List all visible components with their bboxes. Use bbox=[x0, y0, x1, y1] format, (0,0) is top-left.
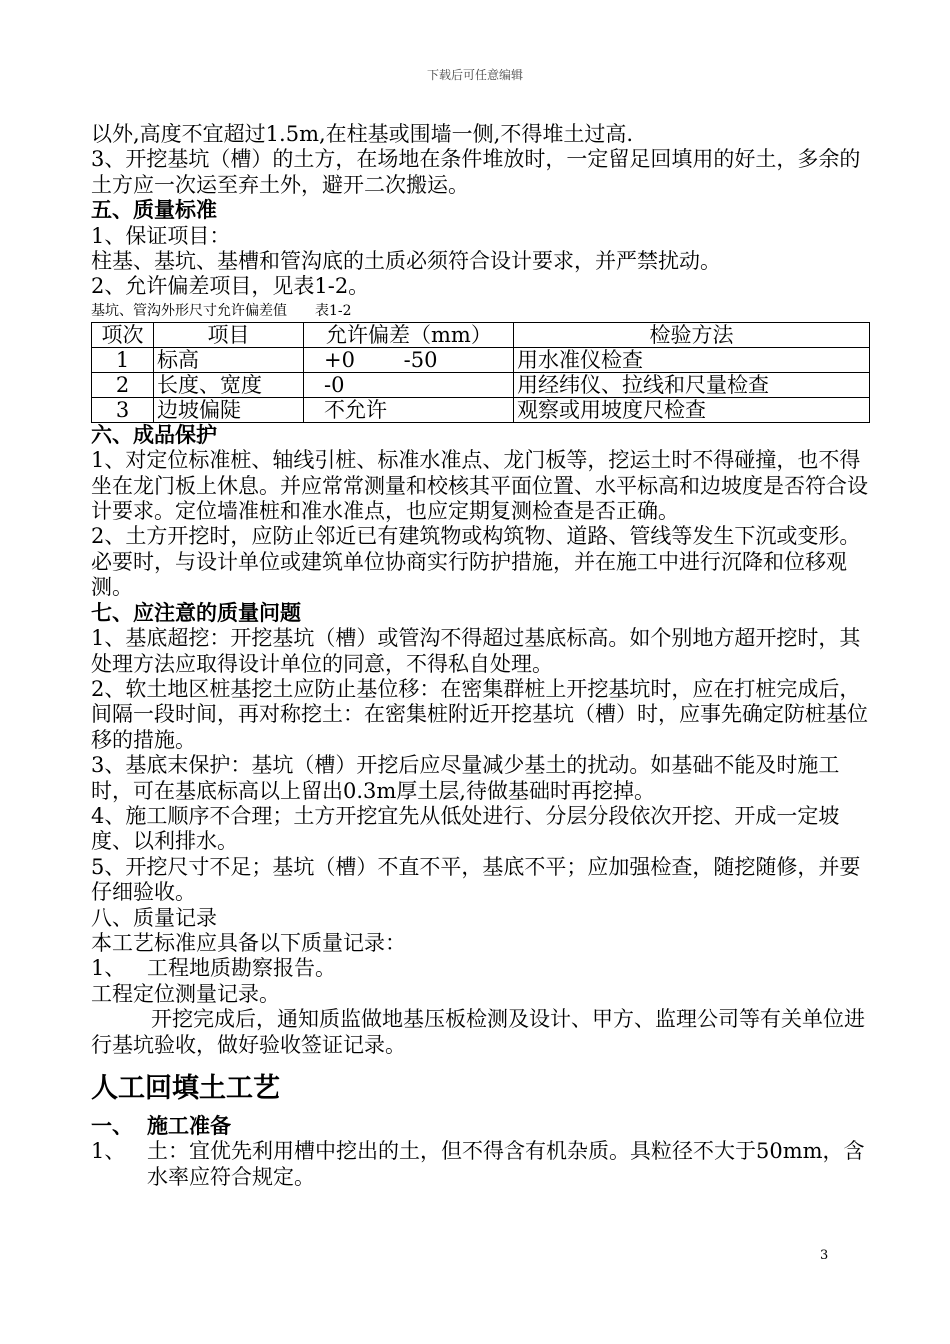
section-number: 一、 bbox=[91, 1114, 133, 1138]
item-text: 工程地质勘察报告。 bbox=[147, 956, 336, 981]
paragraph: 4、施工顺序不合理；土方开挖宜先从低处进行、分层分段依次开挖、开成一定坡度、以利排水。 bbox=[91, 803, 840, 854]
tolerance-table bbox=[91, 322, 870, 423]
table-cell: -0 bbox=[304, 372, 514, 397]
table-cell: 边坡偏陡 bbox=[154, 397, 304, 422]
paragraph: 2、允许偏差项目，见表1-2。 bbox=[91, 274, 370, 299]
section-heading: 七、应注意的质量问题 bbox=[91, 600, 301, 625]
section-heading: 五、质量标准 bbox=[91, 198, 217, 223]
paragraph: 1、对定位标准桩、轴线引桩、标准水准点、龙门板等，挖运土时不得碰撞，也不得坐在龙门板上休息。并应常常测量和校核其平面位置、水平标高和边坡度是否符合设计要求。定位墙准桩和准水准点，也应定期复测检查是否正确。 bbox=[91, 448, 868, 524]
section-heading: 六、成品保护 bbox=[91, 422, 217, 447]
paragraph: 工程定位测量记录。 bbox=[91, 981, 280, 1006]
table-cell: 不允许 bbox=[304, 397, 514, 422]
paragraph: 3、基底末保护：基坑（槽）开挖后应尽量减少基土的扰动。如基础不能及时施工时，可在基底标高以上留出0.3m厚土层,待做基础时再挖掉。 bbox=[91, 753, 840, 803]
table-cell: +0 -50 bbox=[304, 347, 514, 372]
table-header-cell: 允许偏差（mm） bbox=[304, 322, 514, 347]
table-caption: 基坑、管沟外形尺寸允许偏差值 表1-2 bbox=[91, 302, 352, 319]
paragraph: 柱基、基坑、基槽和管沟底的土质必须符合设计要求，并严禁扰动。 bbox=[91, 249, 721, 274]
paragraph: 5、开挖尺寸不足；基坑（槽）不直不平，基底不平；应加强检查，随挖随修，并要仔细验收。 bbox=[91, 854, 861, 905]
document-title: 人工回填土工艺 bbox=[91, 1073, 280, 1104]
paragraph: 2、土方开挖时，应防止邻近已有建筑物或构筑物、道路、管线等发生下沉或变形。必要时，与设计单位或建筑单位协商实行防护措施，并在施工中进行沉降和位移观测。 bbox=[91, 524, 861, 600]
section-heading: 八、质量记录 bbox=[91, 905, 217, 930]
document-body bbox=[91, 122, 871, 1190]
table-cell: 长度、宽度 bbox=[154, 372, 304, 397]
paragraph: 以外,高度不宜超过1.5m,在柱基或围墙一侧,不得堆土过高. bbox=[91, 122, 634, 146]
table-cell: 用经纬仪、拉线和尺量检查 bbox=[514, 372, 870, 397]
page-header: 下载后可任意编辑 bbox=[426, 68, 523, 82]
numbered-item bbox=[91, 1139, 871, 1190]
paragraph: 1、基底超挖：开挖基坑（槽）或管沟不得超过基底标高。如个别地方超开挖时，其处理方法应取得设计单位的同意，不得私自处理。 bbox=[91, 626, 861, 676]
table-header-cell: 检验方法 bbox=[514, 322, 870, 347]
paragraph: 2、软土地区桩基挖土应防止基位移：在密集群桩上开挖基坑时，应在打桩完成后，间隔一段时间，再对称挖土：在密集桩附近开挖基坑（槽）时，应事先确定防桩基位移的措施。 bbox=[91, 676, 868, 752]
table-row bbox=[92, 397, 870, 422]
table-cell: 用水准仪检查 bbox=[514, 347, 870, 372]
paragraph: 开挖完成后，通知质监做地基压板检测及设计、甲方、监理公司等有关单位进行基坑验收，做好验收签证记录。 bbox=[91, 1007, 865, 1057]
paragraph: 1、保证项目： bbox=[91, 223, 231, 248]
item-number: 1、 bbox=[91, 956, 126, 981]
numbered-item bbox=[91, 956, 871, 981]
table-cell: 标高 bbox=[154, 347, 304, 372]
table-header-row bbox=[92, 322, 870, 347]
section-heading bbox=[91, 1114, 871, 1139]
table-cell: 2 bbox=[92, 372, 154, 397]
table-cell: 观察或用坡度尺检查 bbox=[514, 397, 870, 422]
table-cell: 3 bbox=[92, 397, 154, 422]
table-header-cell: 项次 bbox=[92, 322, 154, 347]
table-row bbox=[92, 372, 870, 397]
paragraph: 3、开挖基坑（槽）的土方，在场地在条件堆放时，一定留足回填用的好土，多余的土方应一次运至弃土外，避开二次搬运。 bbox=[91, 147, 861, 197]
item-number: 1、 bbox=[91, 1139, 126, 1164]
item-text: 土：宜优先利用槽中挖出的土，但不得含有机杂质。具粒径不大于50mm，含水率应符合规定。 bbox=[147, 1139, 865, 1189]
table-header-cell: 项目 bbox=[154, 322, 304, 347]
paragraph: 本工艺标准应具备以下质量记录： bbox=[91, 930, 406, 955]
table-cell: 1 bbox=[92, 347, 154, 372]
table-row bbox=[92, 347, 870, 372]
section-title: 施工准备 bbox=[147, 1114, 231, 1138]
page-number: 3 bbox=[820, 1248, 829, 1263]
